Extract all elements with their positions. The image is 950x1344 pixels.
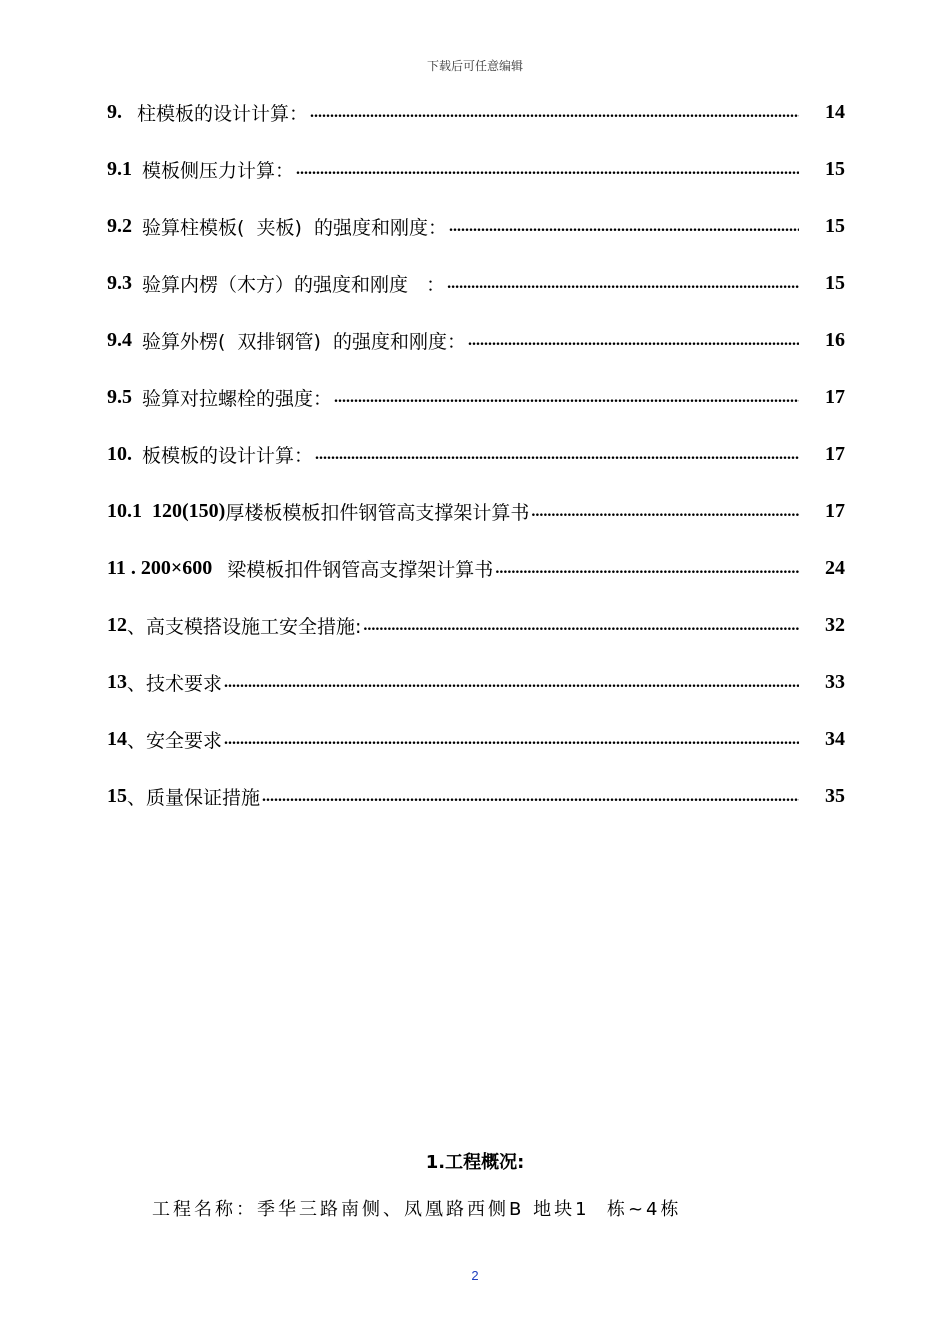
toc-leader-dots — [224, 731, 799, 749]
toc-entry-page: 35 — [825, 785, 845, 807]
section-heading: 1.工程概况: — [425, 1152, 525, 1173]
toc-entry-title: 验算外楞( 双排钢管) 的强度和刚度： — [142, 331, 466, 353]
toc-entry-9-2[interactable] — [107, 198, 845, 255]
toc-entry-11[interactable] — [107, 540, 845, 597]
toc-entry-9-4[interactable] — [107, 312, 845, 369]
toc-entry-page: 32 — [825, 614, 845, 636]
toc-entry-page: 15 — [825, 215, 845, 237]
toc-entry-9-1[interactable] — [107, 141, 845, 198]
toc-entry-page: 15 — [825, 158, 845, 180]
toc-entry-page: 34 — [825, 728, 845, 750]
toc-entry-title: 验算内楞（木方）的强度和刚度 ： — [142, 274, 446, 296]
toc-entry-title: 、质量保证措施 — [127, 787, 261, 809]
toc-leader-dots — [531, 503, 799, 521]
toc-entry-number: 11 . 200×600 — [107, 557, 228, 579]
toc-entry-13[interactable] — [107, 654, 845, 711]
toc-entry-number: 12 — [107, 614, 127, 636]
toc-entry-title: 验算柱模板( 夹板) 的强度和刚度： — [142, 217, 447, 239]
project-name-line: 工程名称：季华三路南侧、凤凰路西侧B 地块1 栋~4栋 — [152, 1199, 682, 1220]
toc-entry-title: 模板侧压力计算： — [142, 160, 295, 182]
toc-leader-dots — [468, 332, 799, 350]
toc-entry-number: 14 — [107, 728, 127, 750]
toc-entry-number: 9. — [107, 101, 137, 123]
toc-entry-12[interactable] — [107, 597, 845, 654]
toc-entry-number: 9.3 — [107, 272, 142, 294]
toc-leader-dots — [296, 161, 799, 179]
toc-entry-10-1[interactable] — [107, 483, 845, 540]
toc-entry-page: 33 — [825, 671, 845, 693]
toc-leader-dots — [363, 617, 799, 635]
toc-entry-title: 验算对拉螺栓的强度： — [142, 388, 333, 410]
toc-entry-page: 17 — [825, 500, 845, 522]
toc-entry-title: 、技术要求 — [127, 673, 223, 695]
toc-entry-number: 13 — [107, 671, 127, 693]
toc-leader-dots — [262, 788, 799, 806]
toc-leader-dots — [310, 104, 799, 122]
toc-entry-page: 16 — [825, 329, 845, 351]
toc-entry-number: 9.1 — [107, 158, 142, 180]
toc-leader-dots — [449, 218, 799, 236]
toc-entry-number: 9.2 — [107, 215, 142, 237]
toc-leader-dots — [315, 446, 799, 464]
toc-entry-9-5[interactable] — [107, 369, 845, 426]
toc-entry-number: 9.5 — [107, 386, 142, 408]
toc-entry-page: 17 — [825, 443, 845, 465]
toc-entry-15[interactable] — [107, 768, 845, 825]
page-number: 2 — [471, 1268, 479, 1283]
toc-entry-title: 、安全要求 — [127, 730, 223, 752]
toc-leader-dots — [224, 674, 799, 692]
toc-entry-number: 10.1 120(150) — [107, 500, 226, 522]
toc-entry-page: 14 — [825, 101, 845, 123]
toc-entry-title: 板模板的设计计算： — [142, 445, 314, 467]
toc-leader-dots — [447, 275, 799, 293]
toc-entry-10[interactable] — [107, 426, 845, 483]
toc-entry-14[interactable] — [107, 711, 845, 768]
toc-entry-page: 15 — [825, 272, 845, 294]
toc-entry-number: 15 — [107, 785, 127, 807]
toc-entry-title: 梁模板扣件钢管高支撑架计算书 — [227, 559, 494, 581]
toc-entry-title: 厚楼板模板扣件钢管高支撑架计算书 — [225, 502, 530, 524]
toc-entry-page: 24 — [825, 557, 845, 579]
header-note: 下载后可任意编辑 — [426, 59, 523, 73]
toc-entry-number: 10. — [107, 443, 142, 465]
toc-leader-dots — [334, 389, 799, 407]
toc-entry-9[interactable] — [107, 84, 845, 141]
toc-entry-title: 、高支模搭设施工安全措施: — [127, 616, 362, 638]
toc-entry-number: 9.4 — [107, 329, 142, 351]
toc-leader-dots — [495, 560, 799, 578]
toc-entry-page: 17 — [825, 386, 845, 408]
table-of-contents — [107, 84, 845, 825]
toc-entry-title: 柱模板的设计计算： — [137, 103, 309, 125]
toc-entry-9-3[interactable] — [107, 255, 845, 312]
